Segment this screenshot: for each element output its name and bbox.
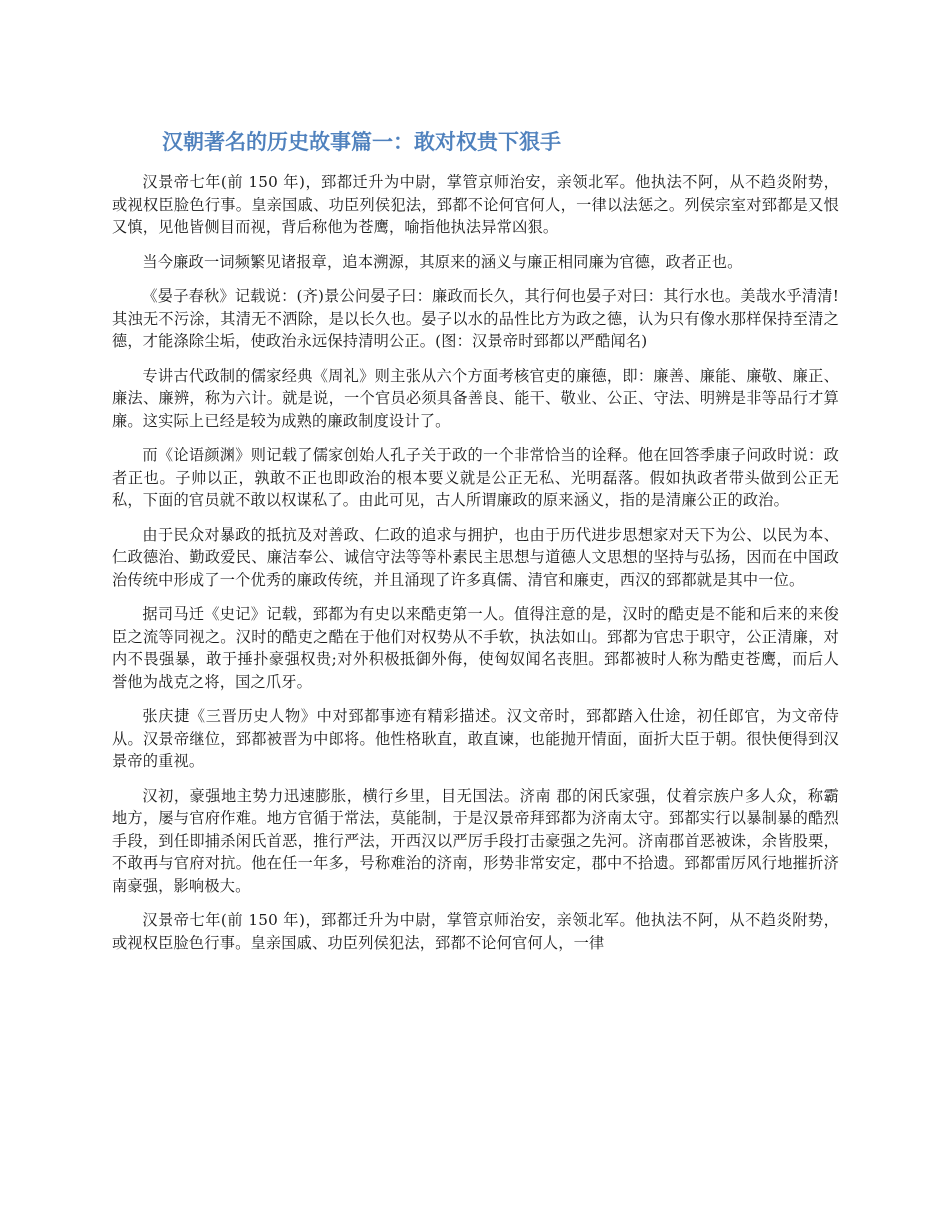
paragraph-4: 专讲古代政制的儒家经典《周礼》则主张从六个方面考核官吏的廉德，即：廉善、廉能、廉敬、廉正、廉法、廉辨，称为六计。就是说，一个官员必须具备善良、能干、敬业、公正、守法、明辨是非等品行才算廉。这实际上已经是较为成熟的廉政制度设计了。 [112,366,839,430]
paragraph-7: 据司马迁《史记》记载，郅都为有史以来酷吏第一人。值得注意的是，汉时的酷吏是不能和后来的来俊臣之流等同视之。汉时的酷吏之酷在于他们对权势从不手软，执法如山。郅都为官忠于职守，公正清廉，对内不畏强暴，敢于捶扑豪强权贵;对外积极抵御外侮，使匈奴闻名丧胆。郅都被时人称为酷吏苍鹰，而后人誉他为战克之将，国之爪牙。 [112,605,839,691]
paragraph-2: 当今廉政一词频繁见诸报章，追本溯源，其原来的涵义与廉正相同廉为官德，政者正也。 [142,252,743,271]
paragraph-8: 张庆捷《三晋历史人物》中对郅都事迹有精彩描述。汉文帝时，郅都踏入仕途，初任郎官，为文帝侍从。汉景帝继位，郅都被晋为中郎将。他性格耿直，敢直谏，也能抛开情面，面折大臣于朝。很快便得到汉景帝的重视。 [112,707,839,770]
paragraph-3: 《晏子春秋》记载说：(齐)景公问晏子曰：廉政而长久，其行何也晏子对曰：其行水也。美哉水乎清清!其浊无不污涂，其清无不洒除，是以长久也。晏子以水的品性比方为政之德，认为只有像水那样保持至清之德，才能涤除尘垢，使政治永远保持清明公正。(图：汉景帝时郅都以严酷闻名) [112,287,839,350]
paragraph-1: 汉景帝七年(前 150 年)，郅都迁升为中尉，掌管京师治安，亲领北军。他执法不阿，从不趋炎附势，或视权臣脸色行事。皇亲国戚、功臣列侯犯法，郅都不论何官何人，一律以法惩之。列侯宗室对郅都是又恨又慎，见他皆侧目而视，背后称他为苍鹰，喻指他执法异常凶狠。 [112,173,839,236]
paragraph-5: 而《论语颜渊》则记载了儒家创始人孔子关于政的一个非常恰当的诠释。他在回答季康子问政时说：政者正也。子帅以正，孰敢不正也即政治的根本要义就是公正无私、光明磊落。假如执政者带头做到公正无私，下面的官员就不敢以权谋私了。由此可见，古人所谓廉政的原来涵义，指的是清廉公正的政治。 [112,446,839,509]
document-body [112,171,839,966]
paragraph-10: 汉景帝七年(前 150 年)，郅都迁升为中尉，掌管京师治安，亲领北军。他执法不阿，从不趋炎附势，或视权臣脸色行事。皇亲国戚、功臣列侯犯法，郅都不论何官何人，一律 [112,911,839,952]
paragraph-6: 由于民众对暴政的抵抗及对善政、仁政的追求与拥护，也由于历代进步思想家对天下为公、以民为本、仁政德治、勤政爱民、廉洁奉公、诚信守法等等朴素民主思想与道德人文思想的坚持与弘扬，因而在中国政治传统中形成了一个优秀的廉政传统，并且涌现了许多真儒、清官和廉吏，西汉的郅都就是其中一位。 [112,525,839,589]
paragraph-9: 汉初，豪强地主势力迅速膨胀，横行乡里，目无国法。济南 郡的闲氏家强，仗着宗族户多人众，称霸地方，屡与官府作难。地方官循于常法，莫能制，于是汉景帝拜郅都为济南太守。郅都实行以暴制暴的酷烈手段，到任即捕杀闲氏首恶，推行严法，开西汉以严厉手段打击豪强之先河。济南郡首恶被诛，余皆股栗，不敢再与官府对抗。他在任一年多，号称难治的济南，形势非常安定，郡中不拾遗。郅都雷厉风行地摧折济南豪强，影响极大。 [112,786,839,895]
document-title: 汉朝著名的历史故事篇一：敢对权贵下狠手 [162,130,561,154]
